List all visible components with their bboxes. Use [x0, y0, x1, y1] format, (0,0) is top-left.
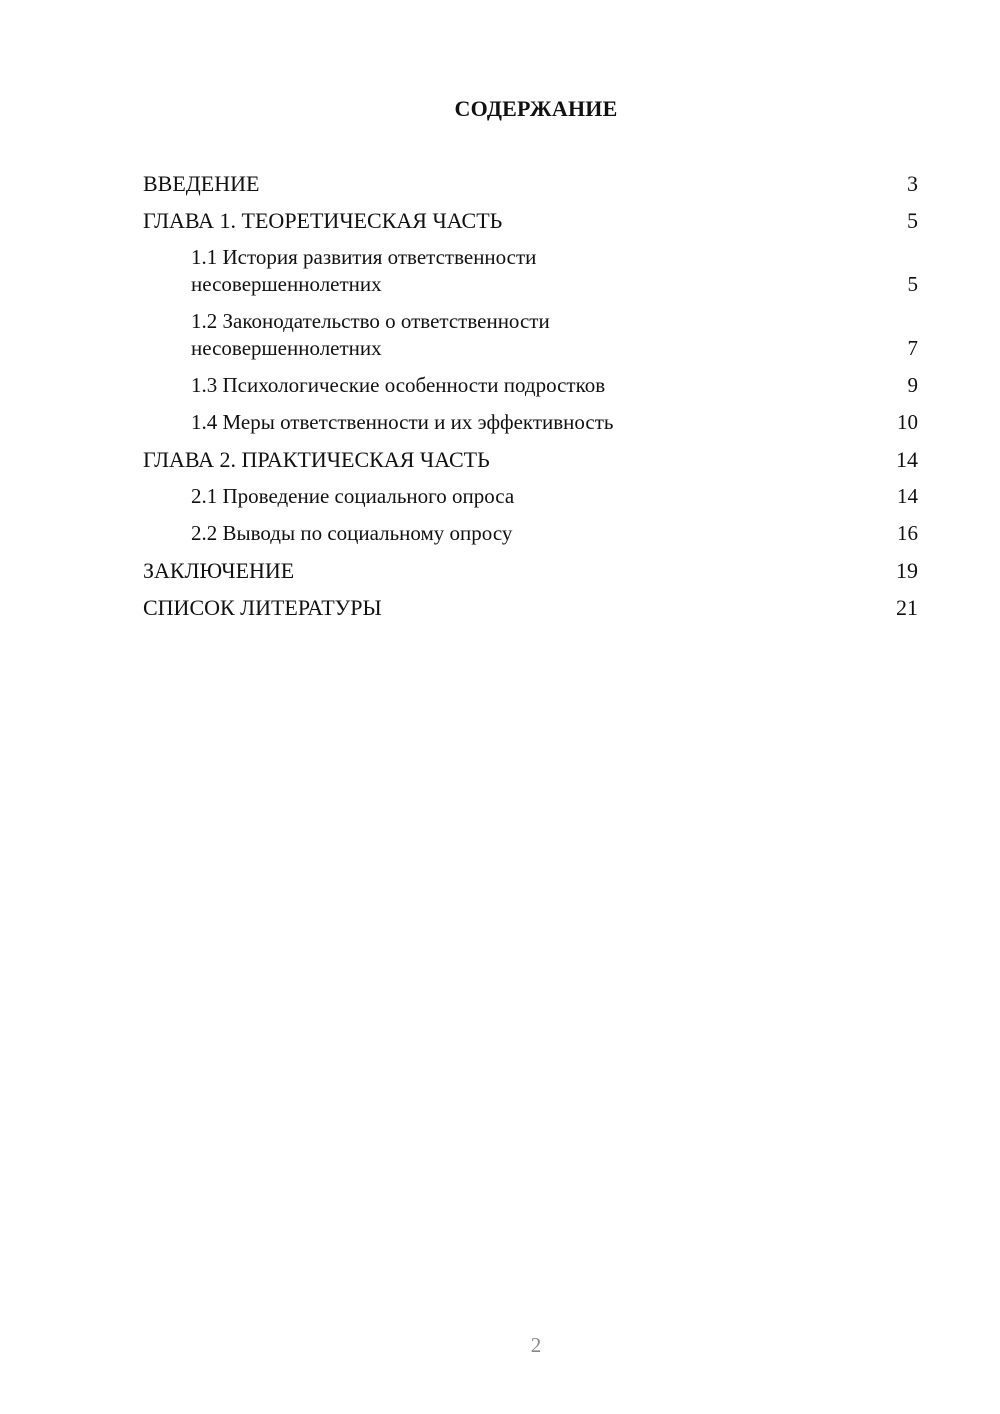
- toc-entry-page: 3: [907, 171, 918, 196]
- toc-entry-introduction[interactable]: [143, 170, 918, 197]
- toc-entry-label: 1.4 Меры ответственности и их эффективность: [191, 410, 614, 434]
- page-number: 2: [530, 1333, 542, 1357]
- toc-entry-page: 19: [896, 558, 918, 583]
- toc-entry-page: 21: [896, 595, 918, 620]
- toc-entry-section-1-1[interactable]: [143, 244, 918, 298]
- toc-entry-page: 10: [897, 410, 918, 434]
- table-of-contents: [143, 170, 918, 631]
- toc-entry-page: 5: [907, 272, 918, 296]
- toc-entry-page: 14: [896, 447, 918, 472]
- toc-entry-section-1-4[interactable]: [143, 409, 918, 436]
- toc-entry-label: ГЛАВА 1. ТЕОРЕТИЧЕСКАЯ ЧАСТЬ: [143, 208, 503, 233]
- toc-entry-references[interactable]: [143, 594, 918, 621]
- toc-entry-conclusion[interactable]: [143, 557, 918, 584]
- toc-entry-page: 16: [897, 521, 918, 545]
- toc-entry-label: 2.1 Проведение социального опроса: [191, 484, 515, 508]
- toc-entry-section-2-2[interactable]: [143, 520, 918, 547]
- toc-entry-label: 1.3 Психологические особенности подростков: [191, 373, 606, 397]
- toc-entry-label: ВВЕДЕНИЕ: [143, 171, 260, 196]
- toc-entry-page: 14: [897, 484, 918, 508]
- toc-entry-section-2-1[interactable]: [143, 483, 918, 510]
- page-title: СОДЕРЖАНИЕ: [454, 96, 618, 121]
- toc-entry-label: 1.2 Законодательство о ответственности несовершеннолетних: [191, 309, 550, 360]
- toc-entry-page: 5: [907, 208, 918, 233]
- toc-entry-section-1-2[interactable]: [143, 308, 918, 362]
- toc-entry-label: ГЛАВА 2. ПРАКТИЧЕСКАЯ ЧАСТЬ: [143, 447, 490, 472]
- toc-entry-chapter-2[interactable]: [143, 446, 918, 473]
- toc-entry-page: 9: [907, 373, 918, 397]
- toc-entry-page: 7: [907, 336, 918, 360]
- toc-entry-label: 1.1 История развития ответственности несовершеннолетних: [191, 245, 537, 296]
- toc-entry-label: ЗАКЛЮЧЕНИЕ: [143, 558, 295, 583]
- toc-entry-label: СПИСОК ЛИТЕРАТУРЫ: [143, 595, 382, 620]
- toc-entry-chapter-1[interactable]: [143, 207, 918, 234]
- toc-entry-section-1-3[interactable]: [143, 372, 918, 399]
- toc-entry-label: 2.2 Выводы по социальному опросу: [191, 521, 513, 545]
